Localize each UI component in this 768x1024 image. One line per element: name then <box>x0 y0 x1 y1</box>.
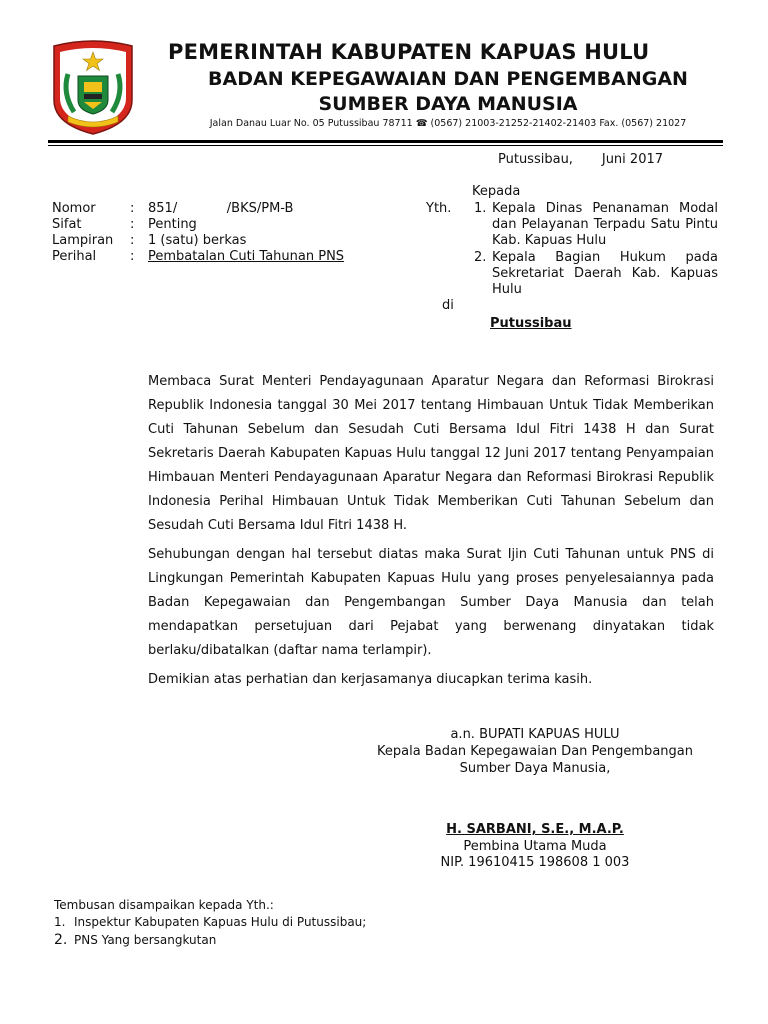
cc-text: PNS Yang bersangkutan <box>74 933 217 947</box>
signatory-name: H. SARBANI, S.E., M.A.P. <box>446 822 624 837</box>
cc-text: Inspektur Kabupaten Kapuas Hulu di Putussibau; <box>74 915 367 929</box>
agency-name-line-1: PEMERINTAH KABUPATEN KAPUAS HULU <box>168 40 650 64</box>
cc-number: 1. <box>54 915 66 929</box>
recipient-kepada: Kepada <box>472 184 521 199</box>
recipient-item: Kepala Bagian Hukum pada Sekretariat Daerah Kab. Kapuas Hulu <box>492 250 718 297</box>
signatory-rank: Pembina Utama Muda <box>463 839 607 854</box>
recipient-yth: Yth. <box>426 201 452 216</box>
meta-colon: : <box>130 249 135 264</box>
meta-colon: : <box>130 233 135 248</box>
letterhead-rule-thick <box>48 140 723 143</box>
meta-value: 851/ /BKS/PM-B <box>148 201 294 216</box>
signature-title-2: Sumber Daya Manusia, <box>459 761 611 776</box>
recipient-item: Kepala Dinas Penanaman Modal dan Pelayanan Terpadu Satu Pintu Kab. Kapuas Hulu <box>492 201 718 248</box>
cc-number: 2. <box>54 932 68 948</box>
meta-value: 1 (satu) berkas <box>148 233 247 248</box>
meta-label: Lampiran <box>52 233 114 248</box>
recipient-number: 1. <box>474 201 487 216</box>
body-paragraph-3: Demikian atas perhatian dan kerjasamanya diucapkan terima kasih. <box>148 672 593 687</box>
cc-list-item <box>54 915 366 929</box>
signatory-nip: NIP. 19610415 198608 1 003 <box>440 855 630 870</box>
recipient-city: Putussibau <box>490 316 572 331</box>
meta-label: Perihal <box>52 249 97 264</box>
agency-address: Jalan Danau Luar No. 05 Putussibau 78711 ☎ (0567) 21003-21252-21402-21403 Fax. (0567) 21027 <box>209 118 687 129</box>
meta-value-subject: Pembatalan Cuti Tahunan PNS <box>148 249 345 264</box>
agency-name-line-3: SUMBER DAYA MANUSIA <box>318 93 578 115</box>
signature-title-1: Kepala Badan Kepegawaian Dan Pengembangan <box>377 744 693 759</box>
meta-colon: : <box>130 217 135 232</box>
meta-label: Nomor <box>52 201 96 216</box>
recipient-number: 2. <box>474 250 487 265</box>
meta-label: Sifat <box>52 217 82 232</box>
kapuas-hulu-coat-of-arms-logo <box>48 38 138 136</box>
cc-title: Tembusan disampaikan kepada Yth.: <box>54 898 274 912</box>
body-paragraph-1: Membaca Surat Menteri Pendayagunaan Aparatur Negara dan Reformasi Birokrasi Republik Indonesia tanggal 30 Mei 2017 tentang Himbauan Untuk Tidak Memberikan Cuti Tahunan Sebelum dan Sesudah Cuti Bersama Idul Fitri 1438 H dan Surat Sekretaris Daerah Kabupaten Kapuas Hulu tanggal 12 Juni 2017 tentang Penyampaian Himbauan Menteri Pendayagunaan Aparatur Negara dan Reformasi Birokrasi Republik Indonesia Perihal Himbauan Untuk Tidak Memberikan Cuti Tahunan Sebelum dan Sesudah Cuti Bersama Idul Fitri 1438 H. <box>148 374 714 533</box>
body-paragraph-2: Sehubungan dengan hal tersebut diatas maka Surat Ijin Cuti Tahunan untuk PNS di Lingkungan Pemerintah Kabupaten Kapuas Hulu yang proses penyelesaiannya pada Badan Kepegawaian dan Pengembangan Sumber Daya Manusia dan telah mendapatkan persetujuan dari Pejabat yang berwenang dinyatakan tidak berlaku/dibatalkan (daftar nama terlampir). <box>148 547 714 658</box>
cc-list-item <box>54 932 216 948</box>
meta-colon: : <box>130 201 135 216</box>
letterhead-rule-thin <box>48 145 723 146</box>
recipient-di: di <box>442 298 454 313</box>
signature-an: a.n. BUPATI KAPUAS HULU <box>450 727 620 742</box>
agency-name-line-2: BADAN KEPEGAWAIAN DAN PENGEMBANGAN <box>208 68 688 90</box>
meta-value: Penting <box>148 217 197 232</box>
letter-date: Putussibau, Juni 2017 <box>498 152 664 167</box>
